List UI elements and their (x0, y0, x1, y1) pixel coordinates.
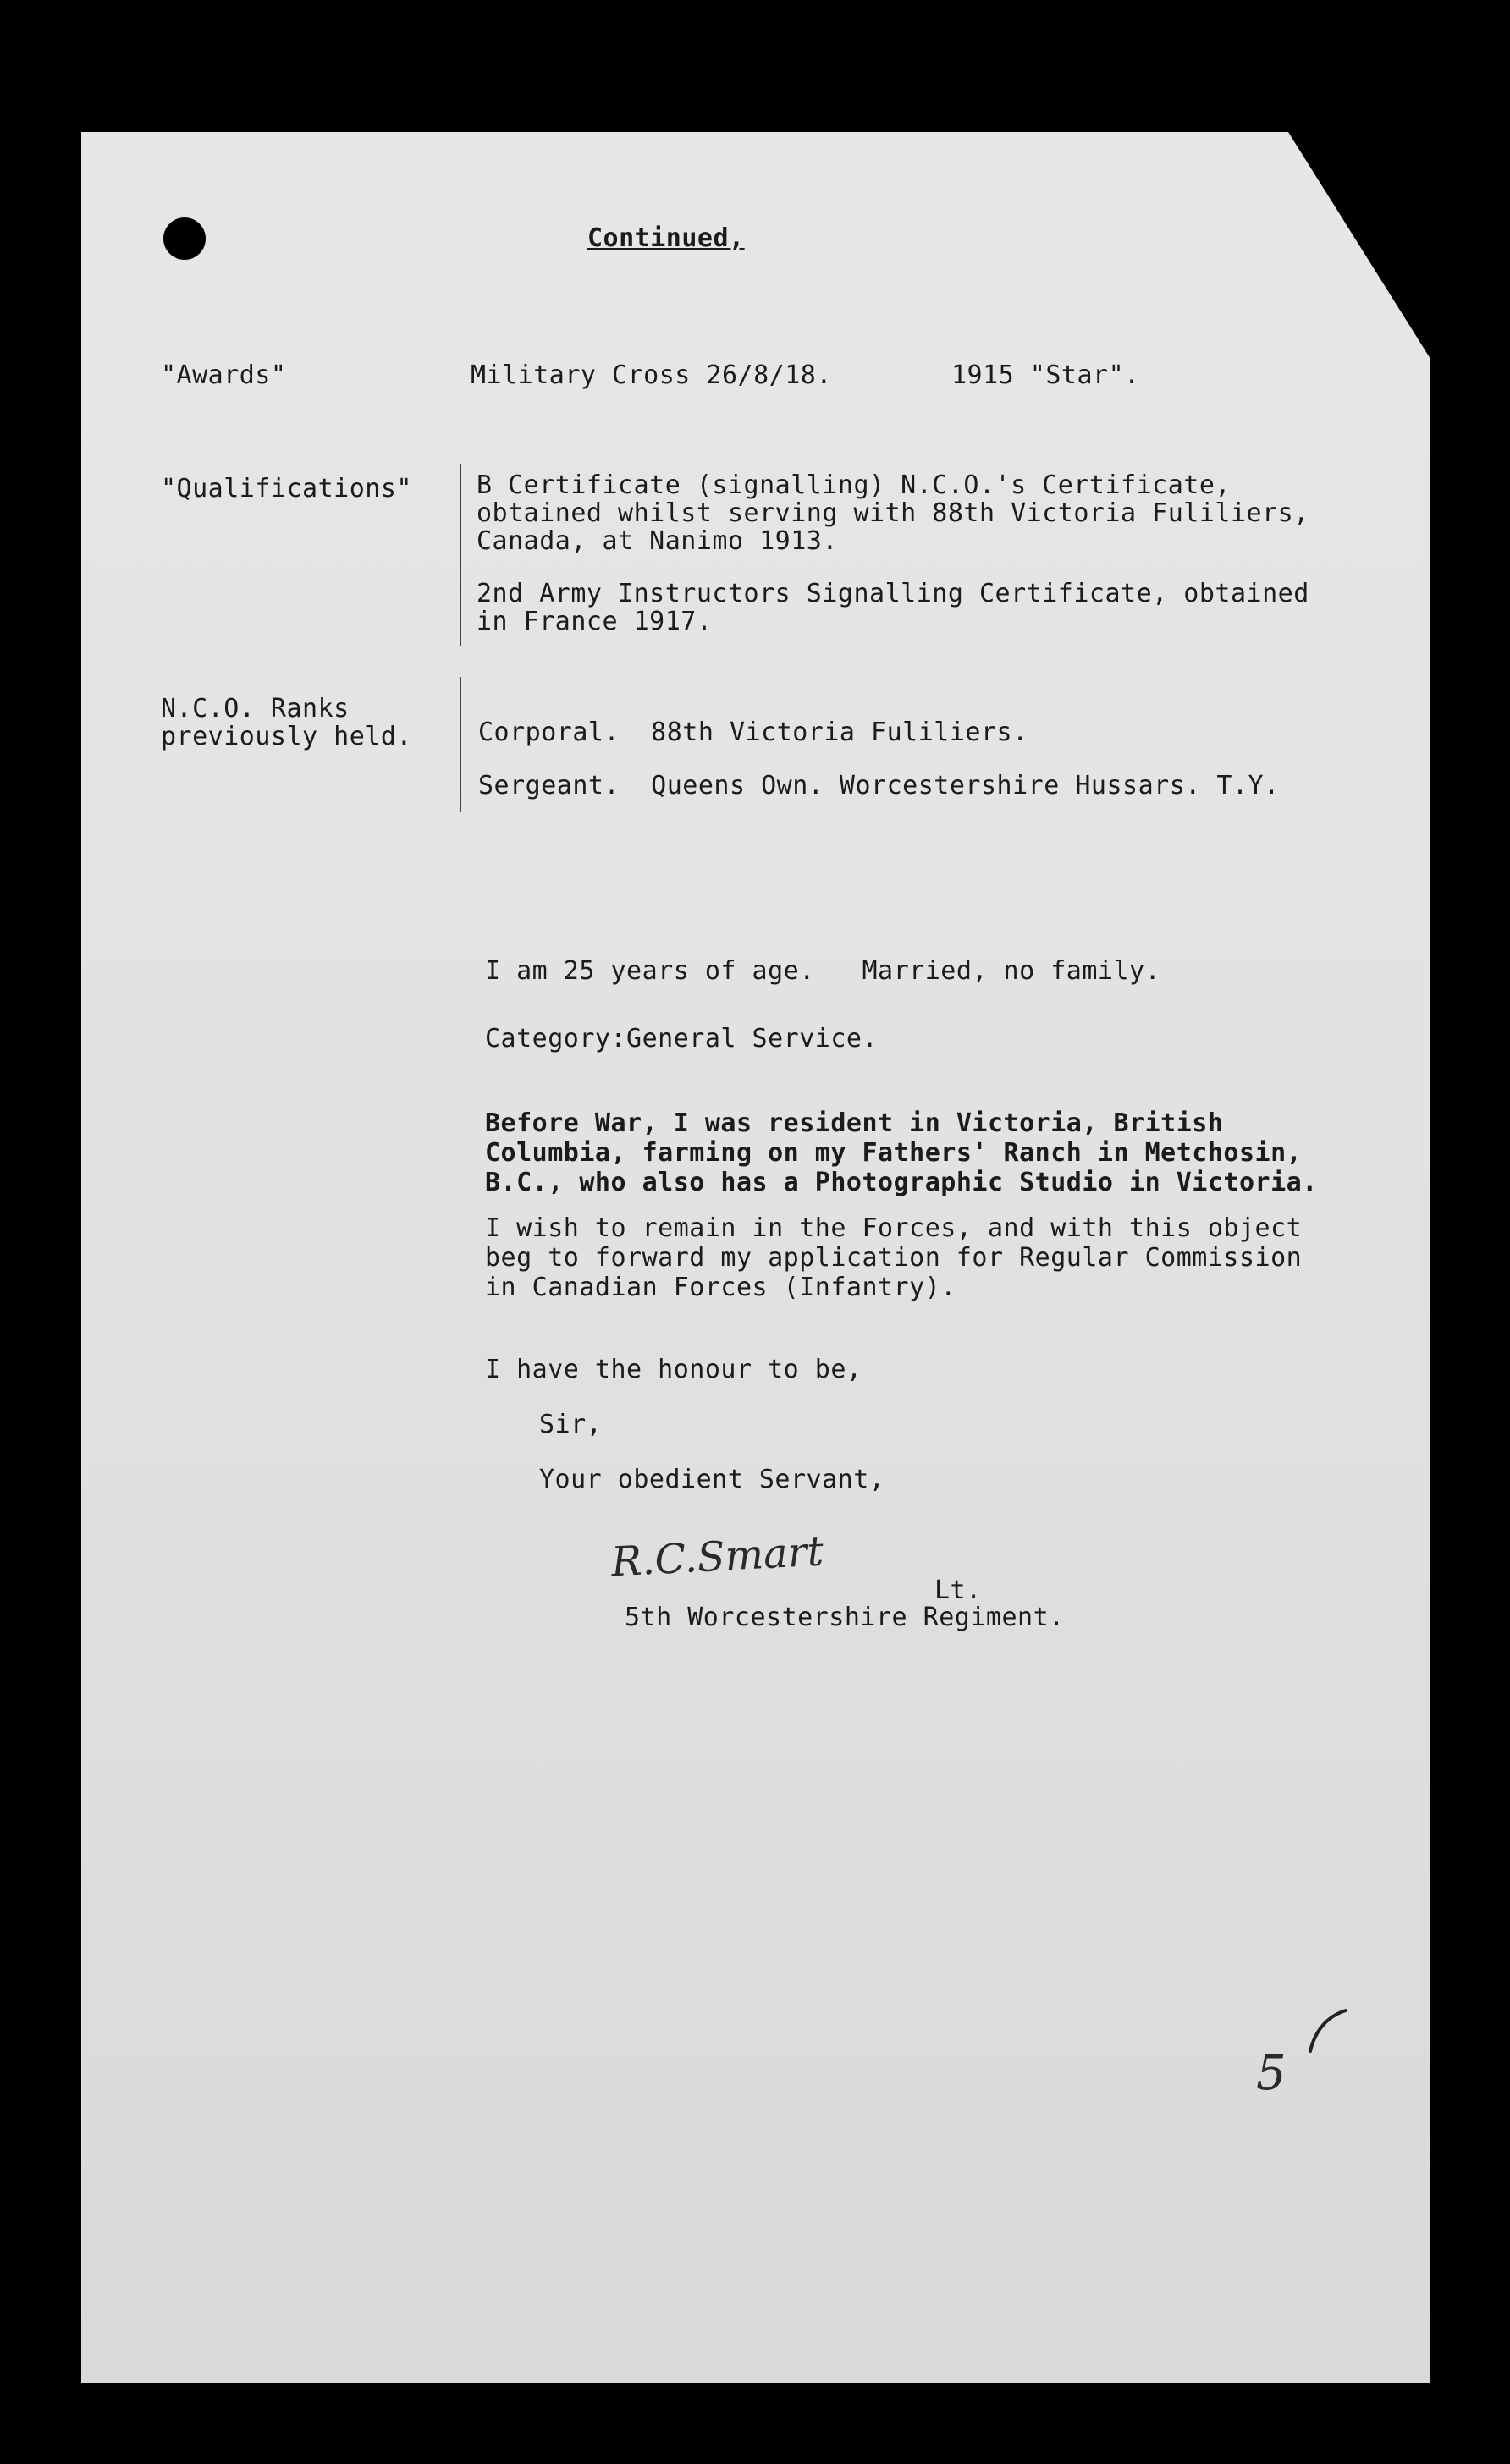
qualification-line-2: obtained whilst serving with 88th Victoria Fuliliers, (477, 498, 1309, 528)
nco-corporal: Corporal. 88th Victoria Fuliliers. (478, 718, 1028, 747)
award-1915-star: 1915 "Star". (951, 360, 1140, 390)
qualification-line-4: 2nd Army Instructors Signalling Certificate, obtained (477, 579, 1309, 608)
punch-hole (163, 217, 206, 260)
award-military-cross: Military Cross 26/8/18. (471, 360, 832, 390)
nco-sergeant: Sergeant. Queens Own. Worcestershire Hussars. T.Y. (478, 771, 1280, 800)
nco-label-line-2: previously held. (161, 722, 412, 751)
closing-regiment: 5th Worcestershire Regiment. (625, 1603, 1065, 1632)
wish-line-3: in Canadian Forces (Infantry). (485, 1273, 956, 1302)
age-line: I am 25 years of age. Married, no family. (485, 956, 1161, 986)
page-heading: Continued, (587, 223, 745, 253)
before-war-line-1: Before War, I was resident in Victoria, British (485, 1108, 1224, 1138)
awards-label: "Awards" (161, 360, 287, 390)
before-war-line-3: B.C., who also has a Photographic Studio in Victoria. (485, 1168, 1318, 1197)
pen-tick-mark (1303, 2005, 1354, 2056)
nco-divider (460, 677, 461, 812)
closing-rank: Lt. (934, 1576, 982, 1605)
qualification-line-1: B Certificate (signalling) N.C.O.'s Certificate, (477, 470, 1231, 500)
closing-honour: I have the honour to be, (485, 1355, 862, 1384)
handwritten-signature: R.C.Smart (609, 1527, 825, 1587)
nco-label-line-1: N.C.O. Ranks (161, 694, 350, 723)
wish-line-2: beg to forward my application for Regular Commission (485, 1243, 1303, 1273)
qualifications-label: "Qualifications" (161, 474, 412, 503)
qualifications-divider (460, 464, 461, 646)
handwritten-page-mark: 5 (1256, 2046, 1287, 2101)
before-war-line-2: Columbia, farming on my Fathers' Ranch in Metchosin, (485, 1138, 1303, 1168)
category-line: Category:General Service. (485, 1024, 879, 1053)
qualification-line-3: Canada, at Nanimo 1913. (477, 526, 838, 556)
qualification-line-5: in France 1917. (477, 607, 713, 636)
wish-line-1: I wish to remain in the Forces, and with this object (485, 1213, 1303, 1243)
closing-servant: Your obedient Servant, (539, 1465, 885, 1494)
closing-sir: Sir, (539, 1410, 603, 1439)
